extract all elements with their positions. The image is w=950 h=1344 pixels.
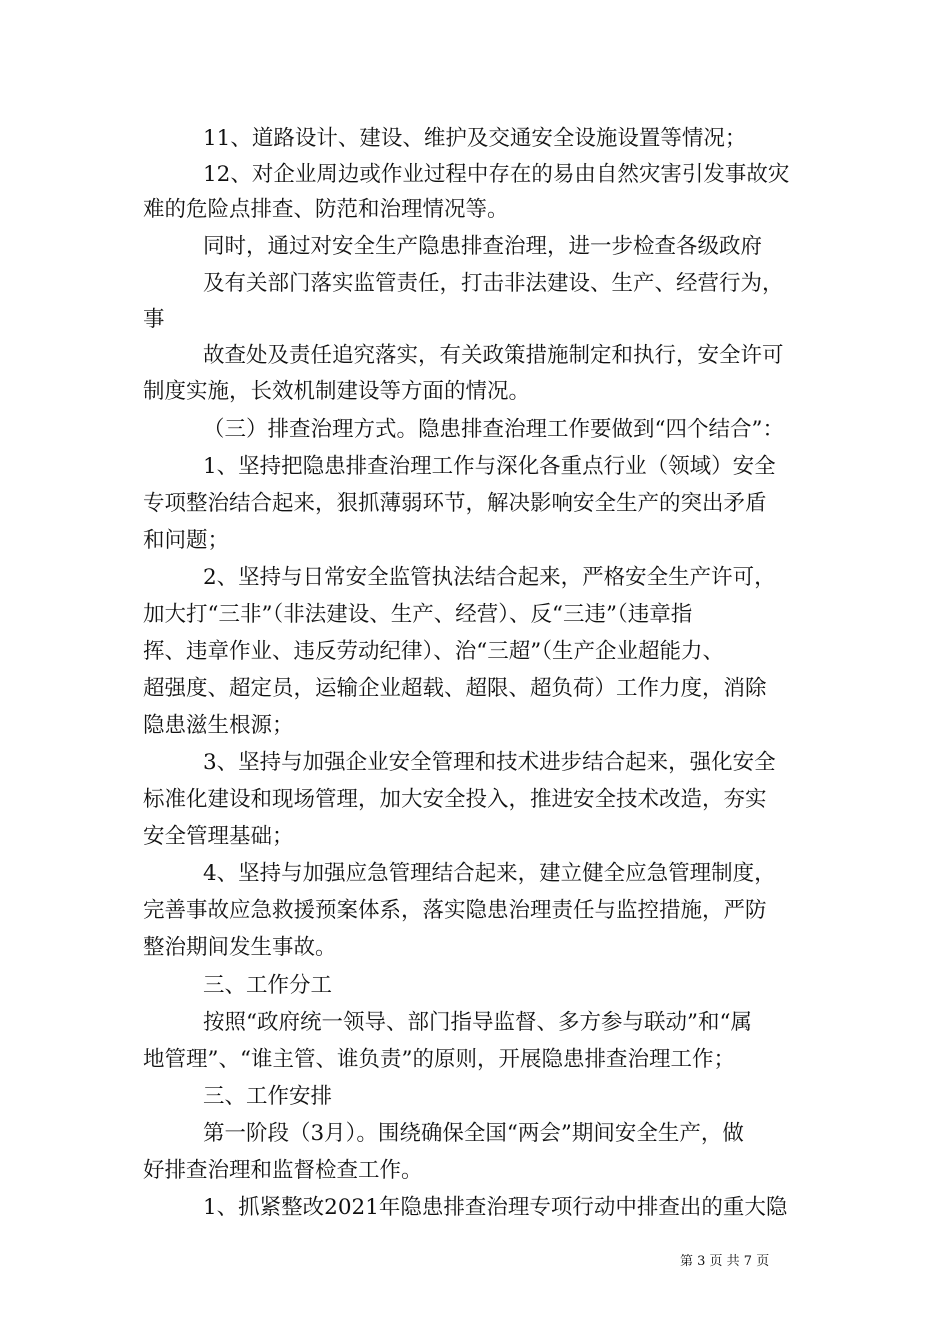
text-line: 和问题；: [143, 528, 230, 553]
text-line: 3、坚持与加强企业安全管理和技术进步结合起来，强化安全: [203, 750, 776, 775]
section-heading: 三、工作分工: [203, 973, 333, 998]
text-line: 隐患滋生根源；: [143, 713, 294, 738]
text-line: （三）排查治理方式。隐患排查治理工作要做到“四个结合”：: [203, 417, 784, 442]
text-line: 事: [143, 307, 165, 332]
text-line: 难的危险点排查、防范和治理情况等。: [143, 197, 509, 222]
text-line: 好排查治理和监督检查工作。: [143, 1158, 423, 1183]
text-line: 标准化建设和现场管理，加大安全投入，推进安全技术改造，夯实: [143, 787, 767, 812]
text-line: 第一阶段（3月）。围绕确保全国“两会”期间安全生产，做: [203, 1121, 744, 1146]
text-line: 挥、违章作业、违反劳动纪律）、治“三超”（生产企业超能力、: [143, 639, 724, 664]
text-line: 及有关部门落实监管责任，打击非法建设、生产、经营行为，: [203, 271, 784, 296]
text-line: 2、坚持与日常安全监管执法结合起来，严格安全生产许可，: [203, 565, 776, 590]
text-line: 1、坚持把隐患排查治理工作与深化各重点行业（领域）安全: [203, 454, 776, 479]
section-heading: 三、工作安排: [203, 1084, 333, 1109]
page-number-footer: 第 3 页 共 7 页: [680, 1254, 770, 1269]
text-line: 完善事故应急救援预案体系，落实隐患治理责任与监控措施，严防: [143, 898, 767, 923]
text-line: 制度实施，长效机制建设等方面的情况。: [143, 379, 531, 404]
text-line: 整治期间发生事故。: [143, 935, 337, 960]
text-line: 故查处及责任追究落实，有关政策措施制定和执行，安全许可: [203, 343, 784, 368]
text-line: 地管理”、“谁主管、谁负责”的原则，开展隐患排查治理工作；: [143, 1047, 735, 1072]
text-line: 1、抓紧整改2021年隐患排查治理专项行动中排查出的重大隐: [203, 1195, 788, 1220]
text-line: 超强度、超定员，运输企业超载、超限、超负荷）工作力度，消除: [143, 676, 767, 701]
text-line: 4、坚持与加强应急管理结合起来，建立健全应急管理制度，: [203, 861, 776, 886]
text-line: 安全管理基础；: [143, 824, 294, 849]
text-line: 按照“政府统一领导、部门指导监督、多方参与联动”和“属: [203, 1010, 752, 1035]
text-line: 12、对企业周边或作业过程中存在的易由自然灾害引发事故灾: [203, 162, 790, 187]
text-line: 加大打“三非”（非法建设、生产、经营）、反“三违”（违章指: [143, 602, 693, 627]
text-line: 11、道路设计、建设、维护及交通安全设施设置等情况；: [203, 126, 747, 151]
text-line: 专项整治结合起来，狠抓薄弱环节，解决影响安全生产的突出矛盾: [143, 491, 767, 516]
text-line: 同时，通过对安全生产隐患排查治理，进一步检查各级政府: [203, 234, 763, 259]
